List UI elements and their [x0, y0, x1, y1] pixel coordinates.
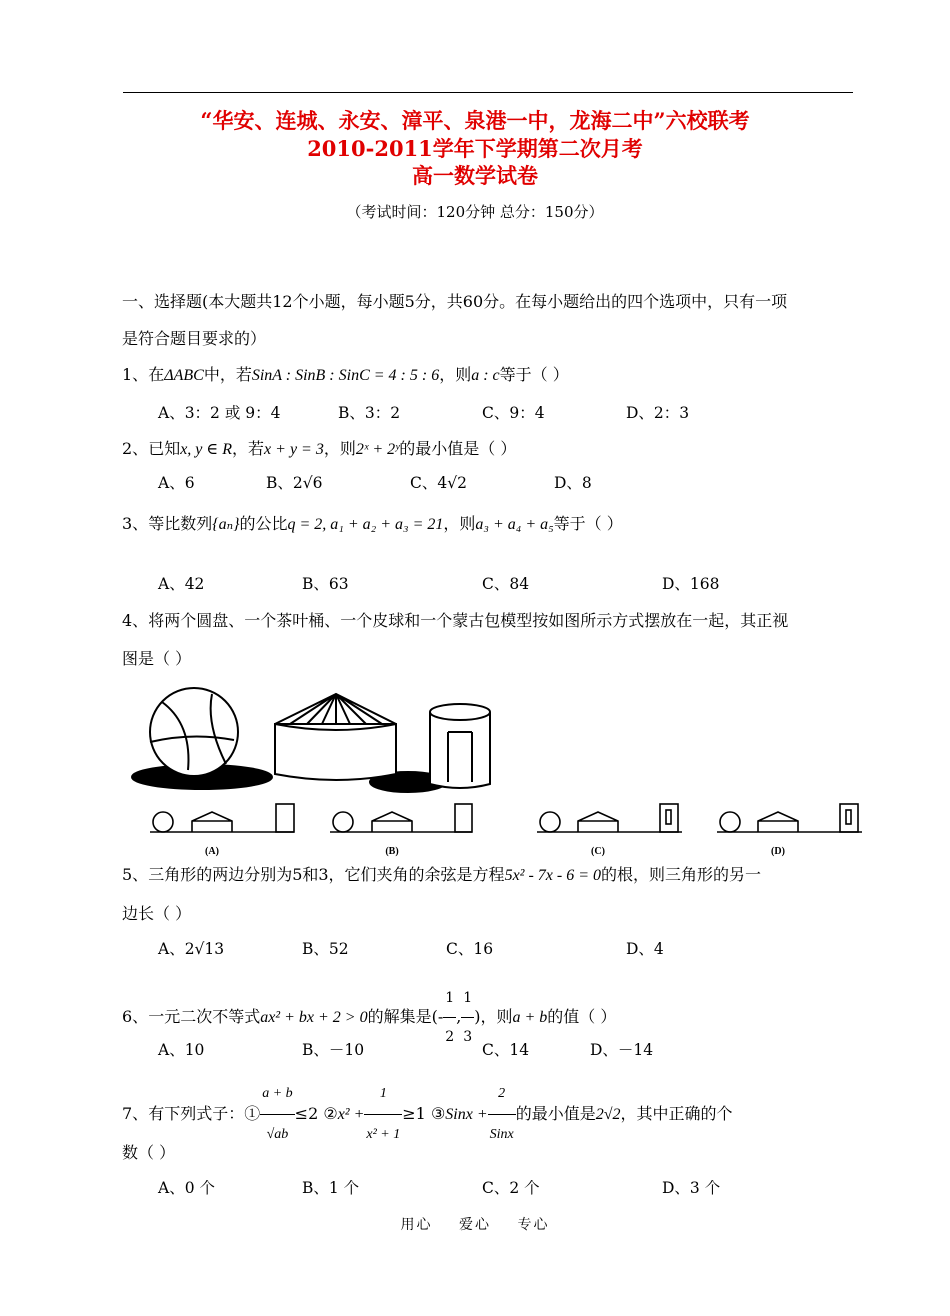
footer-text: 用心: [400, 1217, 433, 1233]
figure-label-c: (C): [591, 846, 605, 857]
section-heading-cont: 是符合题目要求的）: [122, 329, 267, 348]
q1-option-a: A、3：2 或 9：4: [158, 404, 281, 422]
q6-option-a: A、10: [158, 1041, 205, 1059]
exam-title-line2: 2010-2011学年下学期第二次月考: [307, 136, 643, 161]
fraction: $\frac{a + b}{√ab}$: [260, 1074, 294, 1155]
fraction: $\frac{2}{\text{Sinx}}$: [488, 1074, 516, 1155]
q5-option-b: B、52: [302, 940, 349, 958]
option-d-figure: [717, 804, 862, 832]
header-rule: [123, 92, 853, 93]
q3-option-d: D、168: [662, 575, 720, 593]
q7-option-c: C、2 个: [482, 1179, 540, 1197]
q2-option-c: C、4√2: [410, 474, 467, 492]
q6-option-b: B、－10: [302, 1041, 365, 1059]
q5-option-d: D、4: [626, 940, 664, 958]
section-heading: 一、选择题(本大题共12个小题，每小题5分，共60分。在每小题给出的四个选项中，只有一项: [122, 292, 788, 311]
cylinder-icon: [430, 712, 490, 788]
exam-info: （考试时间：120分钟 总分：150分）: [346, 203, 604, 221]
q6-option-c: C、14: [482, 1041, 530, 1059]
q5-option-c: C、16: [446, 940, 494, 958]
exam-title-line3: 高一数学试卷: [412, 163, 538, 188]
q3-option-b: B、63: [302, 575, 349, 593]
q2-option-a: A、6: [158, 474, 195, 492]
footer-text: 专心: [517, 1217, 550, 1233]
q2-option-b: B、2√6: [266, 474, 323, 492]
page-footer: [0, 1214, 950, 1234]
q3-option-a: A、42: [158, 575, 205, 593]
q7-option-b: B、1 个: [302, 1179, 360, 1197]
q7-option-d: D、3 个: [662, 1179, 721, 1197]
q3-option-c: C、84: [482, 575, 530, 593]
yurt-icon: [275, 724, 396, 780]
figure-label-d: (D): [771, 846, 785, 857]
footer-text: 爱心: [459, 1217, 491, 1233]
q5-option-a: A、2√13: [158, 940, 225, 958]
exam-title-line1: “华安、连城、永安、漳平、泉港一中，龙海二中”六校联考: [200, 108, 750, 133]
question-3: 3、等比数列{aₙ}的公比q = 2, a₁ + a₂ + a₃ = 21，则a₃ + a₄ + a₅等于（ ）: [122, 514, 623, 533]
q1-option-d: D、2：3: [626, 404, 690, 422]
question-4-cont: 图是（ ）: [122, 649, 192, 668]
q1-option-b: B、3：2: [338, 404, 401, 422]
q4-figure: [122, 684, 882, 862]
question-6: 6、一元二次不等式ax² + bx + 2 > 0的解集是(- $\frac{1}{2}$ , $\frac{1}{3}$ )，则a + b的值（ ）: [122, 979, 616, 1056]
question-5: 5、三角形的两边分别为5和3，它们夹角的余弦是方程5x² - 7x - 6 = 0的根，则三角形的另一: [122, 865, 762, 884]
q1-option-c: C、9：4: [482, 404, 545, 422]
option-b-figure: [330, 804, 472, 832]
question-7-cont: 数（ ）: [122, 1143, 176, 1162]
q7-option-a: A、0 个: [158, 1179, 215, 1197]
figure-label-a: (A): [205, 846, 219, 857]
fraction: $\frac{1}{3}$: [461, 979, 474, 1056]
q2-option-d: D、8: [554, 474, 592, 492]
question-5-cont: 边长（ ）: [122, 904, 192, 923]
option-c-figure: [537, 804, 682, 832]
option-a-figure: [150, 804, 294, 832]
q6-option-d: D、－14: [590, 1041, 654, 1059]
fraction: $\frac{1}{2}$: [443, 979, 456, 1056]
question-1: 1、在ΔABC中，若SinA : SinB : SinC = 4 : 5 : 6，则a : c等于（ ）: [122, 365, 569, 384]
question-7: 7、有下列式子：① $\frac{a + b}{√ab}$ ≤2 ②x² + $\frac{1}{\text{x² + 1}}$ ≥1 ③Sinx + $\frac{2}{\text{Sinx}}$ 的最小值是2√2，其中正确的个: [122, 1074, 733, 1155]
question-4: 4、将两个圆盘、一个茶叶桶、一个皮球和一个蒙古包模型按如图所示方式摆放在一起，其正视: [122, 611, 789, 630]
figure-label-b: (B): [385, 846, 399, 857]
fraction: $\frac{1}{\text{x² + 1}}$: [364, 1074, 402, 1155]
question-2: 2、已知x, y ∈ R，若x + y = 3，则2ˣ + 2ʸ的最小值是（ ）: [122, 439, 517, 458]
